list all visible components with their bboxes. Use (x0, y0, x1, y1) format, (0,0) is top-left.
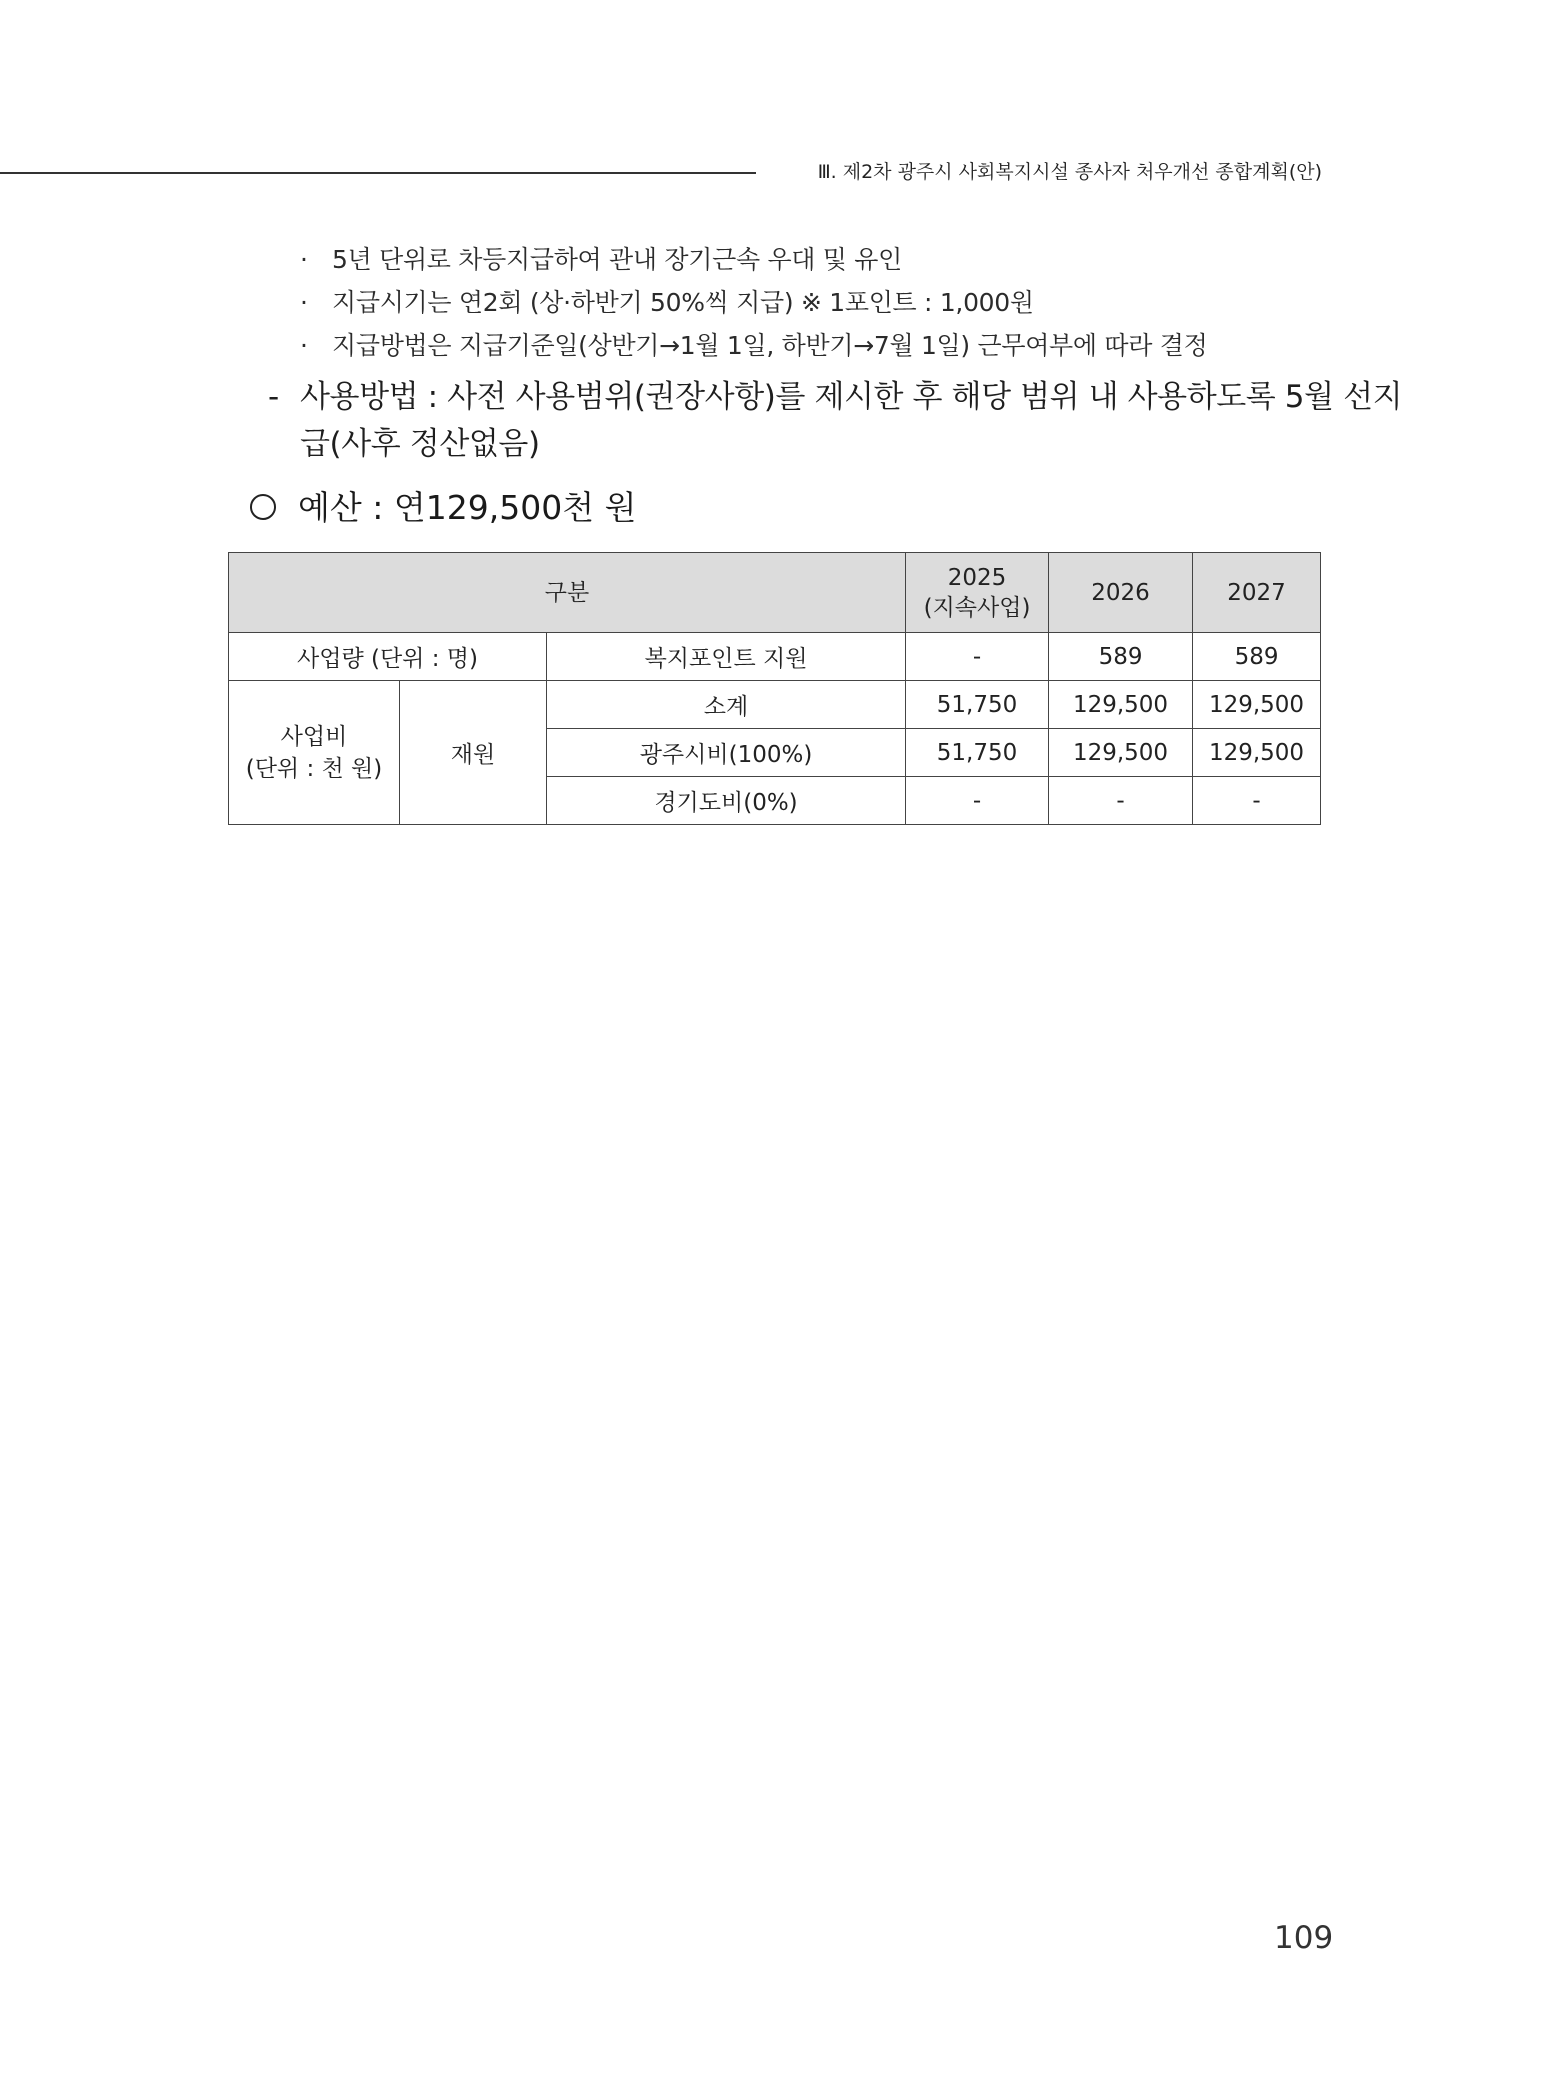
circle-marker-icon (250, 494, 276, 520)
cost-2026: - (1049, 777, 1193, 825)
cost-unit-text: (단위 : 천 원) (245, 755, 383, 782)
cost-2026: 129,500 (1049, 681, 1193, 729)
budget-heading-text: 예산 : 연129,500천 원 (298, 488, 637, 527)
header-2026: 2026 (1049, 553, 1193, 633)
cost-2026: 129,500 (1049, 729, 1193, 777)
budget-table (228, 552, 1321, 825)
quantity-label: 사업량 (단위 : 명) (229, 633, 547, 681)
page-number: 109 (1274, 1920, 1334, 1956)
usage-text-line1: 사용방법 : 사전 사용범위(권장사항)를 제시한 후 해당 범위 내 사용하도록 5월 선지 (300, 379, 1403, 415)
cost-label (229, 681, 400, 825)
bullet-marker: · (300, 288, 308, 317)
bullet-text: 5년 단위로 차등지급하여 관내 장기근속 우대 및 유인 (332, 245, 902, 274)
bullet-marker: · (300, 331, 308, 360)
header-rule (0, 172, 756, 174)
bullet-marker: · (300, 245, 308, 274)
quantity-2027: 589 (1193, 633, 1321, 681)
dash-marker: - (268, 379, 279, 415)
cost-item: 경기도비(0%) (547, 777, 906, 825)
budget-heading (250, 482, 636, 529)
funding-label: 재원 (400, 681, 547, 825)
cost-2027: 129,500 (1193, 681, 1321, 729)
bullet-item (300, 283, 1034, 319)
quantity-2026: 589 (1049, 633, 1193, 681)
usage-method (268, 371, 1402, 416)
table-row (229, 681, 1321, 729)
header-2025-year: 2025 (947, 564, 1007, 591)
cost-item: 광주시비(100%) (547, 729, 906, 777)
bullet-item (300, 326, 1207, 362)
quantity-item: 복지포인트 지원 (547, 633, 906, 681)
bullet-text: 지급방법은 지급기준일(상반기→1월 1일, 하반기→7월 1일) 근무여부에 따라 결정 (332, 331, 1208, 360)
usage-text-line2: 급(사후 정산없음) (300, 426, 540, 462)
cost-2027: - (1193, 777, 1321, 825)
bullet-item (300, 240, 902, 276)
table-header-row (229, 553, 1321, 633)
header-2025-note: (지속사업) (923, 594, 1031, 621)
running-header: Ⅲ. 제2차 광주시 사회복지시설 종사자 처우개선 종합계획(안) (817, 161, 1322, 183)
cost-2025: 51,750 (906, 729, 1049, 777)
header-category: 구분 (229, 553, 906, 633)
cost-item: 소계 (547, 681, 906, 729)
bullet-text: 지급시기는 연2회 (상·하반기 50%씩 지급) ※ 1포인트 : 1,000원 (332, 288, 1034, 317)
cost-2027: 129,500 (1193, 729, 1321, 777)
header-2025 (906, 553, 1049, 633)
quantity-2025: - (906, 633, 1049, 681)
cost-2025: 51,750 (906, 681, 1049, 729)
header-2027: 2027 (1193, 553, 1321, 633)
cost-2025: - (906, 777, 1049, 825)
cost-label-text: 사업비 (280, 723, 348, 750)
table-row (229, 633, 1321, 681)
